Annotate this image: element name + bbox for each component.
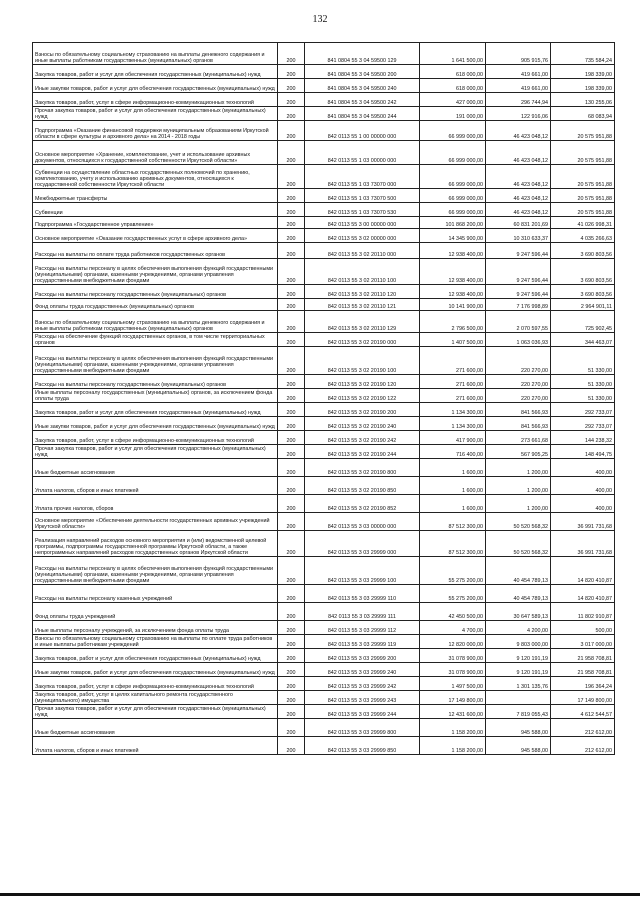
table-row (33, 621, 615, 635)
row-approved-amount: 1 158 200,00 (420, 719, 486, 737)
row-unexecuted-amount: 4 612 544,57 (551, 705, 615, 719)
table-row (33, 165, 615, 189)
row-name: Закупка товаров, работ и услуг для обеспечения государственных (муниципальных) нужд (33, 65, 278, 79)
table-row (33, 719, 615, 737)
row-executed-amount: 4 200,00 (486, 621, 551, 635)
row-unexecuted-amount: 292 733,07 (551, 417, 615, 431)
row-classification-code: 842 0113 55 3 03 29999 240 (305, 663, 420, 677)
row-line-code: 200 (278, 389, 305, 403)
row-line-code: 200 (278, 649, 305, 663)
row-approved-amount: 2 796 500,00 (420, 311, 486, 333)
row-unexecuted-amount: 20 575 951,88 (551, 203, 615, 217)
row-line-code: 200 (278, 107, 305, 121)
row-name: Закупка товаров, работ, услуг в целях капитального ремонта государственного (муниципального) имущества (33, 691, 278, 705)
row-name: Иные закупки товаров, работ и услуг для обеспечения государственных (муниципальных) нужд (33, 79, 278, 93)
row-approved-amount: 427 000,00 (420, 93, 486, 107)
row-executed-amount: 9 247 596,44 (486, 243, 551, 259)
row-executed-amount: 220 270,00 (486, 375, 551, 389)
row-classification-code: 842 0113 55 3 02 20190 800 (305, 459, 420, 477)
row-unexecuted-amount: 292 733,07 (551, 403, 615, 417)
row-classification-code: 842 0113 55 3 02 20190 000 (305, 333, 420, 347)
row-name: Расходы на выплаты персоналу казенных учреждений (33, 585, 278, 603)
row-name: Закупка товаров, работ, услуг в сфере информационно-коммуникационных технологий (33, 431, 278, 445)
row-line-code: 200 (278, 531, 305, 557)
row-classification-code: 842 0113 55 3 03 29999 110 (305, 585, 420, 603)
table-row (33, 557, 615, 585)
row-classification-code: 842 0113 55 1 03 73070 000 (305, 165, 420, 189)
row-approved-amount: 716 400,00 (420, 445, 486, 459)
row-unexecuted-amount: 400,00 (551, 459, 615, 477)
row-classification-code: 842 0113 55 1 03 73070 500 (305, 189, 420, 203)
row-classification-code: 842 0113 55 3 03 29999 111 (305, 603, 420, 621)
table-row (33, 477, 615, 495)
row-unexecuted-amount: 725 902,45 (551, 311, 615, 333)
row-executed-amount: 30 647 589,13 (486, 603, 551, 621)
row-line-code: 200 (278, 43, 305, 65)
row-classification-code: 842 0113 55 3 03 29999 242 (305, 677, 420, 691)
table-row (33, 403, 615, 417)
row-name: Субвенции (33, 203, 278, 217)
row-approved-amount: 66 999 000,00 (420, 121, 486, 141)
row-unexecuted-amount: 11 802 910,87 (551, 603, 615, 621)
table-row (33, 431, 615, 445)
row-executed-amount (486, 691, 551, 705)
table-row (33, 513, 615, 531)
row-name: Расходы на выплаты персоналу в целях обеспечения выполнения функций государственными (муниципальными) органами, казенными учреждениями, органами управления государственными внебюджетными фондами (33, 259, 278, 285)
row-unexecuted-amount: 51 330,00 (551, 389, 615, 403)
row-line-code: 200 (278, 79, 305, 93)
table-row (33, 737, 615, 755)
row-approved-amount: 1 497 500,00 (420, 677, 486, 691)
row-classification-code: 841 0804 55 3 04 59500 200 (305, 65, 420, 79)
row-unexecuted-amount: 20 575 951,88 (551, 121, 615, 141)
row-classification-code: 842 0113 55 3 03 29999 800 (305, 719, 420, 737)
row-name: Закупка товаров, работ, услуг в сфере информационно-коммуникационных технологий (33, 93, 278, 107)
row-line-code: 200 (278, 677, 305, 691)
row-classification-code: 842 0113 55 3 02 20190 120 (305, 375, 420, 389)
row-name: Уплата прочих налогов, сборов (33, 495, 278, 513)
row-approved-amount: 1 134 300,00 (420, 403, 486, 417)
row-line-code: 200 (278, 141, 305, 165)
row-name: Уплата налогов, сборов и иных платежей (33, 737, 278, 755)
row-approved-amount: 12 431 600,00 (420, 705, 486, 719)
row-executed-amount: 841 566,93 (486, 417, 551, 431)
row-unexecuted-amount: 130 255,06 (551, 93, 615, 107)
table-row (33, 107, 615, 121)
row-classification-code: 842 0113 55 3 02 20110 100 (305, 259, 420, 285)
row-approved-amount: 87 512 300,00 (420, 513, 486, 531)
row-classification-code: 842 0113 55 3 02 20190 852 (305, 495, 420, 513)
row-approved-amount: 31 078 900,00 (420, 663, 486, 677)
table-row (33, 531, 615, 557)
row-approved-amount: 4 700,00 (420, 621, 486, 635)
row-executed-amount: 1 063 036,93 (486, 333, 551, 347)
table-row (33, 663, 615, 677)
row-executed-amount: 40 454 789,13 (486, 585, 551, 603)
row-classification-code: 842 0113 55 3 03 29999 100 (305, 557, 420, 585)
table-row (33, 677, 615, 691)
row-classification-code: 841 0804 55 3 04 59500 240 (305, 79, 420, 93)
row-executed-amount: 841 566,93 (486, 403, 551, 417)
row-approved-amount: 1 600,00 (420, 459, 486, 477)
table-row (33, 217, 615, 229)
table-row (33, 65, 615, 79)
row-unexecuted-amount: 198 339,00 (551, 65, 615, 79)
row-line-code: 200 (278, 557, 305, 585)
row-unexecuted-amount: 36 991 731,68 (551, 513, 615, 531)
row-approved-amount: 31 078 900,00 (420, 649, 486, 663)
table-row (33, 495, 615, 513)
row-approved-amount: 12 938 400,00 (420, 259, 486, 285)
row-line-code: 200 (278, 121, 305, 141)
row-approved-amount: 271 600,00 (420, 375, 486, 389)
row-name: Взносы по обязательному социальному страхованию на выплаты денежного содержания и иные выплаты работникам государственных (муниципальных) органов (33, 311, 278, 333)
row-unexecuted-amount: 20 575 951,88 (551, 141, 615, 165)
row-classification-code: 842 0113 55 3 03 00000 000 (305, 513, 420, 531)
row-name: Иные бюджетные ассигнования (33, 459, 278, 477)
row-classification-code: 842 0113 55 3 02 20190 244 (305, 445, 420, 459)
table-row (33, 189, 615, 203)
row-classification-code: 842 0113 55 3 02 20190 850 (305, 477, 420, 495)
row-line-code: 200 (278, 737, 305, 755)
row-line-code: 200 (278, 663, 305, 677)
table-row (33, 79, 615, 93)
row-executed-amount: 945 588,00 (486, 737, 551, 755)
row-unexecuted-amount: 17 149 800,00 (551, 691, 615, 705)
row-name: Уплата налогов, сборов и иных платежей (33, 477, 278, 495)
row-line-code: 200 (278, 93, 305, 107)
row-name: Подпрограмма «Оказание финансовой поддержки муниципальным образованиям Иркутской области в сфере культуры и архивного дела» на 2014 - 2018 годы (33, 121, 278, 141)
row-approved-amount: 618 000,00 (420, 65, 486, 79)
row-name: Иные закупки товаров, работ и услуг для обеспечения государственных (муниципальных) нужд (33, 417, 278, 431)
table-row (33, 603, 615, 621)
row-name: Иные закупки товаров, работ и услуг для обеспечения государственных (муниципальных) нужд (33, 663, 278, 677)
row-classification-code: 842 0113 55 3 03 29999 850 (305, 737, 420, 755)
row-name: Межбюджетные трансферты (33, 189, 278, 203)
row-name: Подпрограмма «Государственное управление» (33, 217, 278, 229)
row-executed-amount: 46 423 048,12 (486, 141, 551, 165)
row-approved-amount: 191 000,00 (420, 107, 486, 121)
row-unexecuted-amount: 68 083,94 (551, 107, 615, 121)
budget-table (32, 42, 615, 755)
row-classification-code: 842 0113 55 3 03 29999 112 (305, 621, 420, 635)
row-executed-amount: 46 423 048,12 (486, 165, 551, 189)
row-executed-amount: 1 200,00 (486, 495, 551, 513)
row-line-code: 200 (278, 719, 305, 737)
row-unexecuted-amount: 21 958 708,81 (551, 649, 615, 663)
row-approved-amount: 12 938 400,00 (420, 243, 486, 259)
row-classification-code: 842 0113 55 3 02 20190 242 (305, 431, 420, 445)
row-name: Прочая закупка товаров, работ и услуг для обеспечения государственных (муниципальных) нужд (33, 107, 278, 121)
row-line-code: 200 (278, 347, 305, 375)
row-executed-amount: 273 661,68 (486, 431, 551, 445)
row-executed-amount: 220 270,00 (486, 347, 551, 375)
row-approved-amount: 55 275 200,00 (420, 557, 486, 585)
row-line-code: 200 (278, 445, 305, 459)
row-executed-amount: 905 915,76 (486, 43, 551, 65)
row-executed-amount: 122 916,06 (486, 107, 551, 121)
row-line-code: 200 (278, 495, 305, 513)
row-executed-amount: 567 905,25 (486, 445, 551, 459)
table-row (33, 243, 615, 259)
row-classification-code: 842 0113 55 3 03 29999 000 (305, 531, 420, 557)
row-classification-code: 842 0113 55 1 03 73070 530 (305, 203, 420, 217)
row-line-code: 200 (278, 705, 305, 719)
row-approved-amount: 1 641 500,00 (420, 43, 486, 65)
row-line-code: 200 (278, 243, 305, 259)
row-classification-code: 842 0113 55 3 02 00000 000 (305, 229, 420, 243)
row-executed-amount: 9 247 596,44 (486, 259, 551, 285)
row-line-code: 200 (278, 603, 305, 621)
row-approved-amount: 66 999 000,00 (420, 189, 486, 203)
page-bottom-edge (0, 893, 640, 896)
table-row (33, 635, 615, 649)
row-classification-code: 841 0804 55 3 04 59500 244 (305, 107, 420, 121)
row-approved-amount: 14 345 900,00 (420, 229, 486, 243)
row-approved-amount: 66 999 000,00 (420, 203, 486, 217)
row-approved-amount: 618 000,00 (420, 79, 486, 93)
row-unexecuted-amount: 3 690 803,56 (551, 259, 615, 285)
row-line-code: 200 (278, 477, 305, 495)
row-line-code: 200 (278, 311, 305, 333)
row-line-code: 200 (278, 285, 305, 299)
row-approved-amount: 12 938 400,00 (420, 285, 486, 299)
row-unexecuted-amount: 400,00 (551, 495, 615, 513)
row-line-code: 200 (278, 203, 305, 217)
row-unexecuted-amount: 3 690 803,56 (551, 243, 615, 259)
table-row (33, 649, 615, 663)
row-unexecuted-amount: 20 575 951,88 (551, 165, 615, 189)
row-name: Иные бюджетные ассигнования (33, 719, 278, 737)
table-row (33, 347, 615, 375)
table-row (33, 121, 615, 141)
table-row (33, 43, 615, 65)
row-unexecuted-amount: 148 494,75 (551, 445, 615, 459)
row-classification-code: 842 0113 55 3 02 20190 122 (305, 389, 420, 403)
row-name: Расходы на выплаты персоналу государственных (муниципальных) органов (33, 285, 278, 299)
row-name: Реализация направлений расходов основного мероприятия и (или) ведомственной целевой программы, подпрограммы государственной программы Иркутской области, а также непрограммных направлений расходов государственных органов Иркутской области (33, 531, 278, 557)
row-line-code: 200 (278, 431, 305, 445)
row-classification-code: 842 0113 55 3 02 20110 120 (305, 285, 420, 299)
row-classification-code: 842 0113 55 3 00 00000 000 (305, 217, 420, 229)
row-name: Взносы по обязательному социальному страхованию на выплаты денежного содержания и иные выплаты работникам государственных (муниципальных) органов (33, 43, 278, 65)
row-name: Закупка товаров, работ и услуг для обеспечения государственных (муниципальных) нужд (33, 403, 278, 417)
row-unexecuted-amount: 196 364,24 (551, 677, 615, 691)
row-executed-amount: 945 588,00 (486, 719, 551, 737)
row-executed-amount: 40 454 789,13 (486, 557, 551, 585)
row-approved-amount: 271 600,00 (420, 389, 486, 403)
row-name: Фонд оплаты труда учреждений (33, 603, 278, 621)
table-row (33, 389, 615, 403)
row-name: Расходы на выплаты персоналу в целях обеспечения выполнения функций государственными (муниципальными) органами, казенными учреждениями, органами управления государственными внебюджетными фондами (33, 557, 278, 585)
row-unexecuted-amount: 198 339,00 (551, 79, 615, 93)
row-executed-amount: 9 120 191,19 (486, 663, 551, 677)
row-name: Расходы на выплаты персоналу государственных (муниципальных) органов (33, 375, 278, 389)
row-name: Фонд оплаты труда государственных (муниципальных) органов (33, 299, 278, 311)
row-approved-amount: 1 158 200,00 (420, 737, 486, 755)
row-line-code: 200 (278, 375, 305, 389)
row-name: Основное мероприятие «Обеспечение деятельности государственных архивных учреждений Иркутской области» (33, 513, 278, 531)
row-executed-amount: 7 176 998,89 (486, 299, 551, 311)
row-executed-amount: 46 423 048,12 (486, 203, 551, 217)
row-unexecuted-amount: 400,00 (551, 477, 615, 495)
table-row (33, 93, 615, 107)
row-approved-amount: 1 134 300,00 (420, 417, 486, 431)
row-classification-code: 842 0113 55 3 02 20190 240 (305, 417, 420, 431)
row-unexecuted-amount: 21 958 708,81 (551, 663, 615, 677)
row-approved-amount: 87 512 300,00 (420, 531, 486, 557)
row-name: Закупка товаров, работ и услуг для обеспечения государственных (муниципальных) нужд (33, 649, 278, 663)
row-unexecuted-amount: 51 330,00 (551, 375, 615, 389)
row-unexecuted-amount: 36 991 731,68 (551, 531, 615, 557)
row-approved-amount: 271 600,00 (420, 347, 486, 375)
row-executed-amount: 9 120 191,19 (486, 649, 551, 663)
page-number: 132 (312, 14, 328, 25)
row-line-code: 200 (278, 691, 305, 705)
row-approved-amount: 10 141 900,00 (420, 299, 486, 311)
row-executed-amount: 7 819 055,43 (486, 705, 551, 719)
table-row (33, 259, 615, 285)
row-line-code: 200 (278, 229, 305, 243)
row-name: Закупка товаров, работ, услуг в сфере информационно-коммуникационных технологий (33, 677, 278, 691)
row-executed-amount: 10 310 633,37 (486, 229, 551, 243)
row-classification-code: 842 0113 55 3 02 20110 121 (305, 299, 420, 311)
row-approved-amount: 12 820 000,00 (420, 635, 486, 649)
table-row (33, 459, 615, 477)
row-executed-amount: 1 200,00 (486, 459, 551, 477)
row-name: Взносы по обязательному социальному страхованию на выплаты по оплате труда работников и иные выплаты работникам учреждений (33, 635, 278, 649)
row-name: Расходы на выплаты по оплате труда работников государственных органов (33, 243, 278, 259)
row-name: Расходы на выплаты персоналу в целях обеспечения выполнения функций государственными (муниципальными) органами, казенными учреждениями, органами управления государственными внебюджетными фондами (33, 347, 278, 375)
row-line-code: 200 (278, 165, 305, 189)
row-executed-amount: 50 520 568,32 (486, 513, 551, 531)
row-unexecuted-amount: 3 017 000,00 (551, 635, 615, 649)
row-line-code: 200 (278, 217, 305, 229)
row-line-code: 200 (278, 189, 305, 203)
row-approved-amount: 1 600,00 (420, 477, 486, 495)
row-classification-code: 842 0113 55 3 03 29999 119 (305, 635, 420, 649)
row-executed-amount: 419 661,00 (486, 65, 551, 79)
row-unexecuted-amount: 212 612,00 (551, 719, 615, 737)
row-unexecuted-amount: 735 584,24 (551, 43, 615, 65)
row-name: Иные выплаты персоналу государственных (муниципальных) органов, за исключением фонда оплаты труда (33, 389, 278, 403)
row-line-code: 200 (278, 299, 305, 311)
table-row (33, 141, 615, 165)
table-row (33, 705, 615, 719)
row-unexecuted-amount: 41 026 998,31 (551, 217, 615, 229)
row-name: Иные выплаты персоналу учреждений, за исключением фонда оплаты труда (33, 621, 278, 635)
table-row (33, 229, 615, 243)
row-approved-amount: 55 275 200,00 (420, 585, 486, 603)
row-name: Прочая закупка товаров, работ и услуг для обеспечения государственных (муниципальных) нужд (33, 445, 278, 459)
row-line-code: 200 (278, 259, 305, 285)
row-executed-amount: 9 247 596,44 (486, 285, 551, 299)
row-name: Основное мероприятие «Оказание государственных услуг в сфере архивного дела» (33, 229, 278, 243)
row-name: Расходы на обеспечение функций государственных органов, в том числе территориальных органов (33, 333, 278, 347)
row-line-code: 200 (278, 417, 305, 431)
row-line-code: 200 (278, 585, 305, 603)
row-line-code: 200 (278, 621, 305, 635)
row-name: Субвенции на осуществление областных государственных полномочий по хранению, комплектованию, учету и использованию архивных документов, относящихся к государственной собственности Иркутской области (33, 165, 278, 189)
row-unexecuted-amount: 212 612,00 (551, 737, 615, 755)
row-classification-code: 842 0113 55 3 02 20190 200 (305, 403, 420, 417)
row-executed-amount: 1 200,00 (486, 477, 551, 495)
row-unexecuted-amount: 51 330,00 (551, 347, 615, 375)
row-approved-amount: 42 450 500,00 (420, 603, 486, 621)
table-row (33, 691, 615, 705)
row-line-code: 200 (278, 513, 305, 531)
row-classification-code: 842 0113 55 3 03 29999 200 (305, 649, 420, 663)
row-unexecuted-amount: 144 238,32 (551, 431, 615, 445)
row-executed-amount: 419 661,00 (486, 79, 551, 93)
row-executed-amount: 296 744,94 (486, 93, 551, 107)
table-row (33, 445, 615, 459)
row-line-code: 200 (278, 65, 305, 79)
table-row (33, 375, 615, 389)
row-approved-amount: 66 999 000,00 (420, 141, 486, 165)
table-row (33, 203, 615, 217)
table-row (33, 333, 615, 347)
row-approved-amount: 1 407 500,00 (420, 333, 486, 347)
row-classification-code: 841 0804 55 3 04 59500 242 (305, 93, 420, 107)
row-executed-amount: 1 301 135,76 (486, 677, 551, 691)
row-executed-amount: 46 423 048,12 (486, 121, 551, 141)
row-line-code: 200 (278, 459, 305, 477)
row-classification-code: 841 0804 55 3 04 59500 129 (305, 43, 420, 65)
row-line-code: 200 (278, 333, 305, 347)
row-approved-amount: 417 900,00 (420, 431, 486, 445)
table-row (33, 285, 615, 299)
row-unexecuted-amount: 20 575 951,88 (551, 189, 615, 203)
row-executed-amount: 60 831 201,69 (486, 217, 551, 229)
table-row (33, 311, 615, 333)
row-classification-code: 842 0113 55 3 02 20110 129 (305, 311, 420, 333)
row-classification-code: 842 0113 55 1 03 00000 000 (305, 141, 420, 165)
row-executed-amount: 9 803 000,00 (486, 635, 551, 649)
row-unexecuted-amount: 14 820 410,87 (551, 585, 615, 603)
row-approved-amount: 1 600,00 (420, 495, 486, 513)
row-classification-code: 842 0113 55 3 02 20110 000 (305, 243, 420, 259)
row-classification-code: 842 0113 55 3 02 20190 100 (305, 347, 420, 375)
row-executed-amount: 220 270,00 (486, 389, 551, 403)
row-classification-code: 842 0113 55 1 00 00000 000 (305, 121, 420, 141)
row-executed-amount: 2 070 597,55 (486, 311, 551, 333)
row-unexecuted-amount: 2 964 901,11 (551, 299, 615, 311)
row-unexecuted-amount: 500,00 (551, 621, 615, 635)
row-executed-amount: 46 423 048,12 (486, 189, 551, 203)
row-approved-amount: 17 149 800,00 (420, 691, 486, 705)
row-line-code: 200 (278, 403, 305, 417)
row-name: Основное мероприятие «Хранение, комплектование, учет и использование архивных документов, относящихся к государственной собственности Иркутской области» (33, 141, 278, 165)
row-executed-amount: 50 520 568,32 (486, 531, 551, 557)
row-approved-amount: 66 999 000,00 (420, 165, 486, 189)
row-name: Прочая закупка товаров, работ и услуг для обеспечения государственных (муниципальных) нужд (33, 705, 278, 719)
row-unexecuted-amount: 344 463,07 (551, 333, 615, 347)
table-row (33, 585, 615, 603)
row-classification-code: 842 0113 55 3 03 29999 243 (305, 691, 420, 705)
table-row (33, 417, 615, 431)
row-unexecuted-amount: 4 035 266,63 (551, 229, 615, 243)
row-unexecuted-amount: 3 690 803,56 (551, 285, 615, 299)
row-classification-code: 842 0113 55 3 03 29999 244 (305, 705, 420, 719)
row-line-code: 200 (278, 635, 305, 649)
table-row (33, 299, 615, 311)
row-approved-amount: 101 868 200,00 (420, 217, 486, 229)
row-unexecuted-amount: 14 820 410,87 (551, 557, 615, 585)
